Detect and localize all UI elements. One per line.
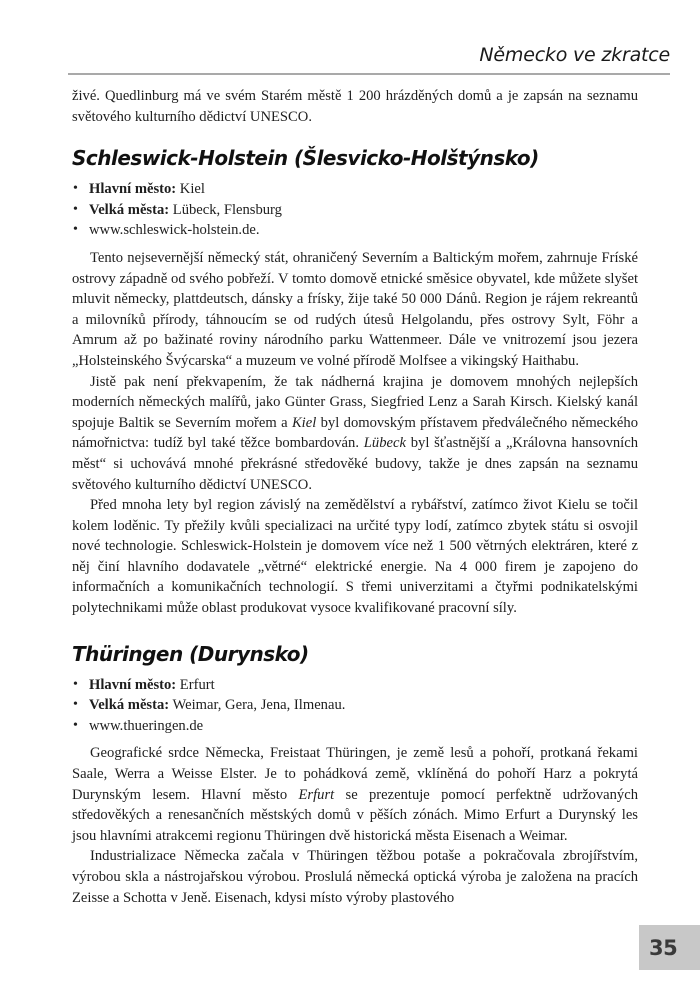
- website-link[interactable]: www.schleswick-holstein.de.: [89, 222, 260, 239]
- fact-capital: • Hlavní město: Kiel: [72, 179, 638, 200]
- fact-list-thueringen: [72, 675, 638, 737]
- body-paragraph: Industrializace Německa začala v Thüringen těžbou potaše a pokračovala zbrojířstvím, výrobou skla a nástrojařskou výrobou. Proslulá německá optická výroba je založena na pracích Zeisse a Schotta v Jeně. Eisenach, kdysi místo výroby plastového: [72, 848, 638, 906]
- website-link[interactable]: www.thueringen.de: [89, 717, 204, 734]
- bullet-icon: •: [73, 697, 78, 713]
- body-paragraph: Před mnoha lety byl region závislý na zemědělství a rybářství, zatímco život Kielu se točil kolem loděnic. Ty přežily kvůli specializaci na určité typy lodí, zatímco zbytek státu si osvojil nové technologie. Schleswick-Holstein je domovem více než 1 500 větrných elektráren, které z něj činí hlavního dodavatele „větrné“ elektrické energie. Na 4 000 firem je zapojeno do informačních a komunikačních technologií. S třemi univerzitami a čtyřmi podnikatelskými polytechnikami může oblast produkovat vysoce kvalifikované pracovní síly.: [72, 497, 638, 617]
- body-paragraph: Jistě pak není překvapením, že tak nádherná krajina je domovem mnohých nejlepších moderních německých malířů, jako Günter Grass, Siegfried Lenz a Sarah Kirsch. Kielský kanál spojuje Baltik se Severním mořem a Kiel byl domovským přístavem předválečného německého námořnictva: tudíž byl také těžce bombardován. Lübeck byl šťastnější a „Královna hansovních měst“ si uchovává mnohé překrásné středověké budovy, takže je dnes zapsán na seznamu světového kulturního dědictví UNESCO.: [72, 373, 638, 493]
- fact-capital: • Hlavní město: Erfurt: [72, 675, 638, 696]
- bullet-icon: •: [73, 717, 78, 733]
- intro-paragraph: živé. Quedlinburg má ve svém Starém městě 1 200 hrázděných domů a je zapsán na seznamu světového kulturního dědictví UNESCO.: [72, 88, 638, 125]
- section-heading-thueringen: Thüringen (Durynsko): [72, 641, 309, 666]
- fact-website: [72, 220, 638, 241]
- fact-list-schleswig-holstein: [72, 179, 638, 241]
- bullet-icon: •: [73, 181, 78, 197]
- bullet-icon: •: [73, 222, 78, 238]
- page-number: 35: [649, 935, 678, 960]
- fact-major-cities: • Velká města: Weimar, Gera, Jena, Ilmenau.: [72, 695, 638, 716]
- running-header-title: Německo ve zkratce: [479, 44, 670, 66]
- page-number-tab: [639, 925, 700, 970]
- body-paragraph: Geografické srdce Německa, Freistaat Thüringen, je země lesů a pohoří, protkaná řekami Saale, Werra a Weisse Elster. Je to pohádková země, vklíněná do pohoří Harz a pokrytá Durynským lesem. Hlavní město Erfurt se prezentuje pomocí perfektně udržovaných středověkých a renesančních městských domů v pěších zónách. Mimo Erfurt a Durynský les jsou hlavními atrakcemi regionu Thüringen dvě historická města Eisenach a Weimar.: [72, 745, 638, 844]
- page-content: [72, 86, 638, 908]
- section-heading-schleswig-holstein: Schleswick-Holstein (Šlesvicko-Holštýnsko): [72, 146, 539, 171]
- fact-website: [72, 716, 638, 737]
- fact-major-cities: • Velká města: Lübeck, Flensburg: [72, 200, 638, 221]
- header-rule: [68, 73, 670, 75]
- bullet-icon: •: [73, 676, 78, 692]
- bullet-icon: •: [73, 201, 78, 217]
- body-paragraph: Tento nejsevernější německý stát, ohraničený Severním a Baltickým mořem, zahrnuje Fríské ostrovy západně od svého pobřeží. V tomto domově etnické směsice obyvatel, kde můžete slyšet mluvit německy, plattdeutsch, dánsky a frísky, žije také 50 000 Dánů. Region je rájem rekreantů a milovníků přírody, táhnoucím se od rudých útesů Helgolandu, přes ostrovy Sylt, Föhr a Amrum až po bažinaté roviny národního parku Wattenmeer. Dále ve vnitrozemí jsou jezera „Holsteinského Švýcarska“ a muzeum ve volné přírodě Molfsee a vikingský Haithabu.: [72, 249, 638, 369]
